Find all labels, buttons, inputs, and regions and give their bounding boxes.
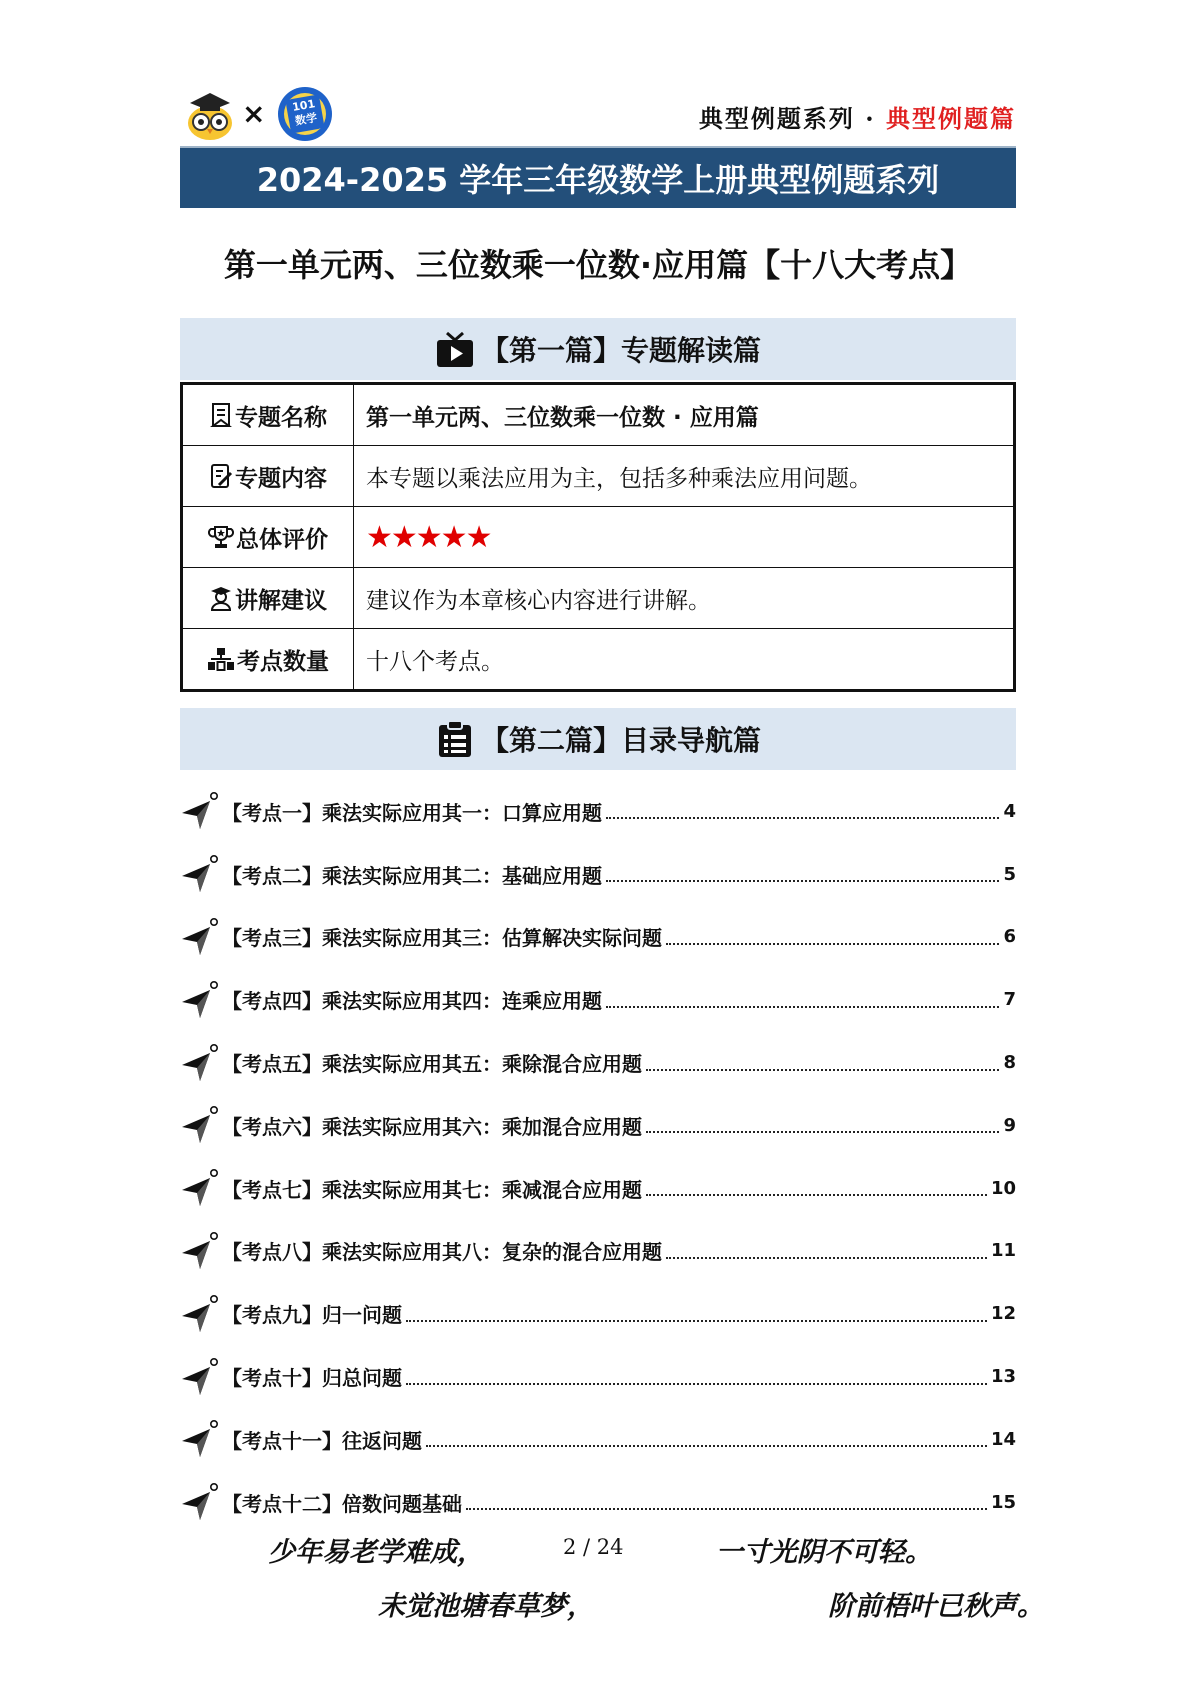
series-label bbox=[699, 99, 1016, 134]
toc-entry[interactable] bbox=[180, 1471, 1016, 1534]
toc-label: 【考点二】乘法实际应用其二：基础应用题 bbox=[222, 863, 602, 888]
toc-entry[interactable] bbox=[180, 1031, 1016, 1094]
section-header-1 bbox=[180, 318, 1016, 380]
title-bar: 2024-2025 学年三年级数学上册典型例题系列 bbox=[180, 146, 1016, 208]
owl-logo-icon bbox=[186, 89, 234, 141]
info-key: 考点数量 bbox=[237, 648, 329, 675]
page-footer bbox=[0, 1530, 1190, 1650]
toc-leader-dots bbox=[426, 1445, 987, 1447]
toc-entry[interactable] bbox=[180, 1157, 1016, 1220]
toc-page-number: 8 bbox=[1003, 1052, 1016, 1074]
arrow-cursor-icon bbox=[180, 1043, 220, 1083]
toc-page-number: 11 bbox=[990, 1240, 1016, 1262]
arrow-cursor-icon bbox=[180, 1105, 220, 1145]
info-key: 专题内容 bbox=[235, 465, 327, 492]
info-key-cell bbox=[182, 568, 354, 629]
toc-page-number: 13 bbox=[990, 1366, 1016, 1388]
table-row bbox=[182, 507, 1015, 568]
toc-entry[interactable] bbox=[180, 1345, 1016, 1408]
info-key-cell bbox=[182, 507, 354, 568]
info-key-cell bbox=[182, 446, 354, 507]
toc-label: 【考点十】归总问题 bbox=[222, 1366, 402, 1391]
toc-page-number: 9 bbox=[1003, 1114, 1016, 1136]
toc-leader-dots bbox=[606, 817, 999, 819]
logo-separator: × bbox=[242, 97, 266, 130]
arrow-cursor-icon bbox=[180, 1482, 220, 1522]
toc-label: 【考点六】乘法实际应用其六：乘加混合应用题 bbox=[222, 1114, 642, 1139]
toc-leader-dots bbox=[606, 1006, 999, 1008]
info-value-rating bbox=[354, 507, 1015, 568]
arrow-cursor-icon bbox=[180, 1168, 220, 1208]
toc-entry[interactable] bbox=[180, 1094, 1016, 1157]
toc-page-number: 10 bbox=[990, 1177, 1016, 1199]
teacher-icon bbox=[209, 585, 233, 611]
toc-page-number: 12 bbox=[990, 1303, 1016, 1325]
toc-entry[interactable] bbox=[180, 1408, 1016, 1471]
toc-label: 【考点八】乘法实际应用其八：复杂的混合应用题 bbox=[222, 1240, 662, 1265]
table-row bbox=[182, 384, 1015, 446]
arrow-cursor-icon bbox=[180, 917, 220, 957]
toc-leader-dots bbox=[646, 1069, 999, 1071]
page-subtitle: 第一单元两、三位数乘一位数·应用篇【十八大考点】 bbox=[223, 246, 973, 284]
toc-entry[interactable] bbox=[180, 843, 1016, 906]
page-header bbox=[180, 85, 1016, 145]
arrow-cursor-icon bbox=[180, 1294, 220, 1334]
toc-leader-dots bbox=[646, 1194, 987, 1196]
toc-page-number: 4 bbox=[1003, 800, 1016, 822]
edit-document-icon bbox=[209, 463, 233, 489]
info-key: 总体评价 bbox=[236, 526, 328, 553]
table-row bbox=[182, 446, 1015, 507]
page-number: 2 / 24 bbox=[563, 1535, 624, 1559]
toc-label: 【考点十二】倍数问题基础 bbox=[222, 1491, 462, 1516]
table-of-contents bbox=[180, 780, 1016, 1534]
toc-page-number: 14 bbox=[990, 1428, 1016, 1450]
section-2-title: 【第二篇】目录导航篇 bbox=[480, 724, 761, 757]
info-value: 本专题以乘法应用为主，包括多种乘法应用问题。 bbox=[354, 446, 1015, 507]
toc-leader-dots bbox=[406, 1320, 987, 1322]
section-header-2 bbox=[180, 708, 1016, 770]
info-value: 十八个考点。 bbox=[354, 629, 1015, 691]
section-1-title: 【第一篇】专题解读篇 bbox=[480, 334, 761, 367]
topic-info-table bbox=[180, 382, 1016, 692]
toc-leader-dots bbox=[666, 943, 999, 945]
toc-entry[interactable] bbox=[180, 1220, 1016, 1283]
toc-leader-dots bbox=[466, 1508, 987, 1510]
arrow-cursor-icon bbox=[180, 980, 220, 1020]
arrow-cursor-icon bbox=[180, 1357, 220, 1397]
trophy-icon bbox=[208, 524, 234, 550]
toc-label: 【考点七】乘法实际应用其七：乘减混合应用题 bbox=[222, 1177, 642, 1202]
toc-leader-dots bbox=[606, 880, 999, 882]
toc-leader-dots bbox=[406, 1383, 987, 1385]
info-key-cell bbox=[182, 629, 354, 691]
toc-leader-dots bbox=[646, 1131, 999, 1133]
math-101-logo-icon bbox=[276, 85, 334, 143]
toc-page-number: 5 bbox=[1003, 863, 1016, 885]
info-key-cell bbox=[182, 384, 354, 446]
arrow-cursor-icon bbox=[180, 1231, 220, 1271]
hierarchy-icon bbox=[207, 646, 235, 672]
toc-entry[interactable] bbox=[180, 1282, 1016, 1345]
arrow-cursor-icon bbox=[180, 854, 220, 894]
table-row bbox=[182, 629, 1015, 691]
arrow-cursor-icon bbox=[180, 791, 220, 831]
toc-label: 【考点四】乘法实际应用其四：连乘应用题 bbox=[222, 989, 602, 1014]
arrow-cursor-icon bbox=[180, 1419, 220, 1459]
toc-label: 【考点一】乘法实际应用其一：口算应用题 bbox=[222, 800, 602, 825]
toc-label: 【考点十一】往返问题 bbox=[222, 1428, 422, 1453]
table-row bbox=[182, 568, 1015, 629]
poem-line-2-right: 阶前梧叶已秋声。 bbox=[828, 1591, 1044, 1622]
toc-entry[interactable] bbox=[180, 780, 1016, 843]
toc-entry[interactable] bbox=[180, 906, 1016, 969]
toc-label: 【考点三】乘法实际应用其三：估算解决实际问题 bbox=[222, 926, 662, 951]
toc-label: 【考点九】归一问题 bbox=[222, 1303, 402, 1328]
poem-line-2-left: 未觉池塘春草梦， bbox=[378, 1591, 594, 1622]
toc-page-number: 7 bbox=[1003, 989, 1016, 1011]
math-101-logo-text: 101 数学 bbox=[291, 97, 319, 128]
toc-entry[interactable] bbox=[180, 968, 1016, 1031]
series-prefix: 典型例题系列 · bbox=[698, 104, 886, 133]
poem-line-1-right: 一寸光阴不可轻。 bbox=[716, 1537, 932, 1568]
info-key: 讲解建议 bbox=[235, 587, 327, 614]
document-icon bbox=[209, 402, 233, 428]
info-key: 专题名称 bbox=[235, 404, 327, 431]
toc-page-number: 6 bbox=[1003, 926, 1016, 948]
info-value: 第一单元两、三位数乘一位数 · 应用篇 bbox=[354, 384, 1015, 446]
toc-page-number: 15 bbox=[990, 1491, 1016, 1513]
toc-leader-dots bbox=[666, 1257, 987, 1259]
series-suffix: 典型例题篇 bbox=[886, 104, 1016, 133]
clipboard-list-icon bbox=[435, 719, 475, 759]
toc-label: 【考点五】乘法实际应用其五：乘除混合应用题 bbox=[222, 1052, 642, 1077]
info-value: 建议作为本章核心内容进行讲解。 bbox=[354, 568, 1015, 629]
five-star-rating: ★★★★★ bbox=[366, 519, 491, 555]
poem-line-1-left: 少年易老学难成， bbox=[268, 1537, 484, 1568]
tv-play-icon bbox=[435, 329, 475, 369]
